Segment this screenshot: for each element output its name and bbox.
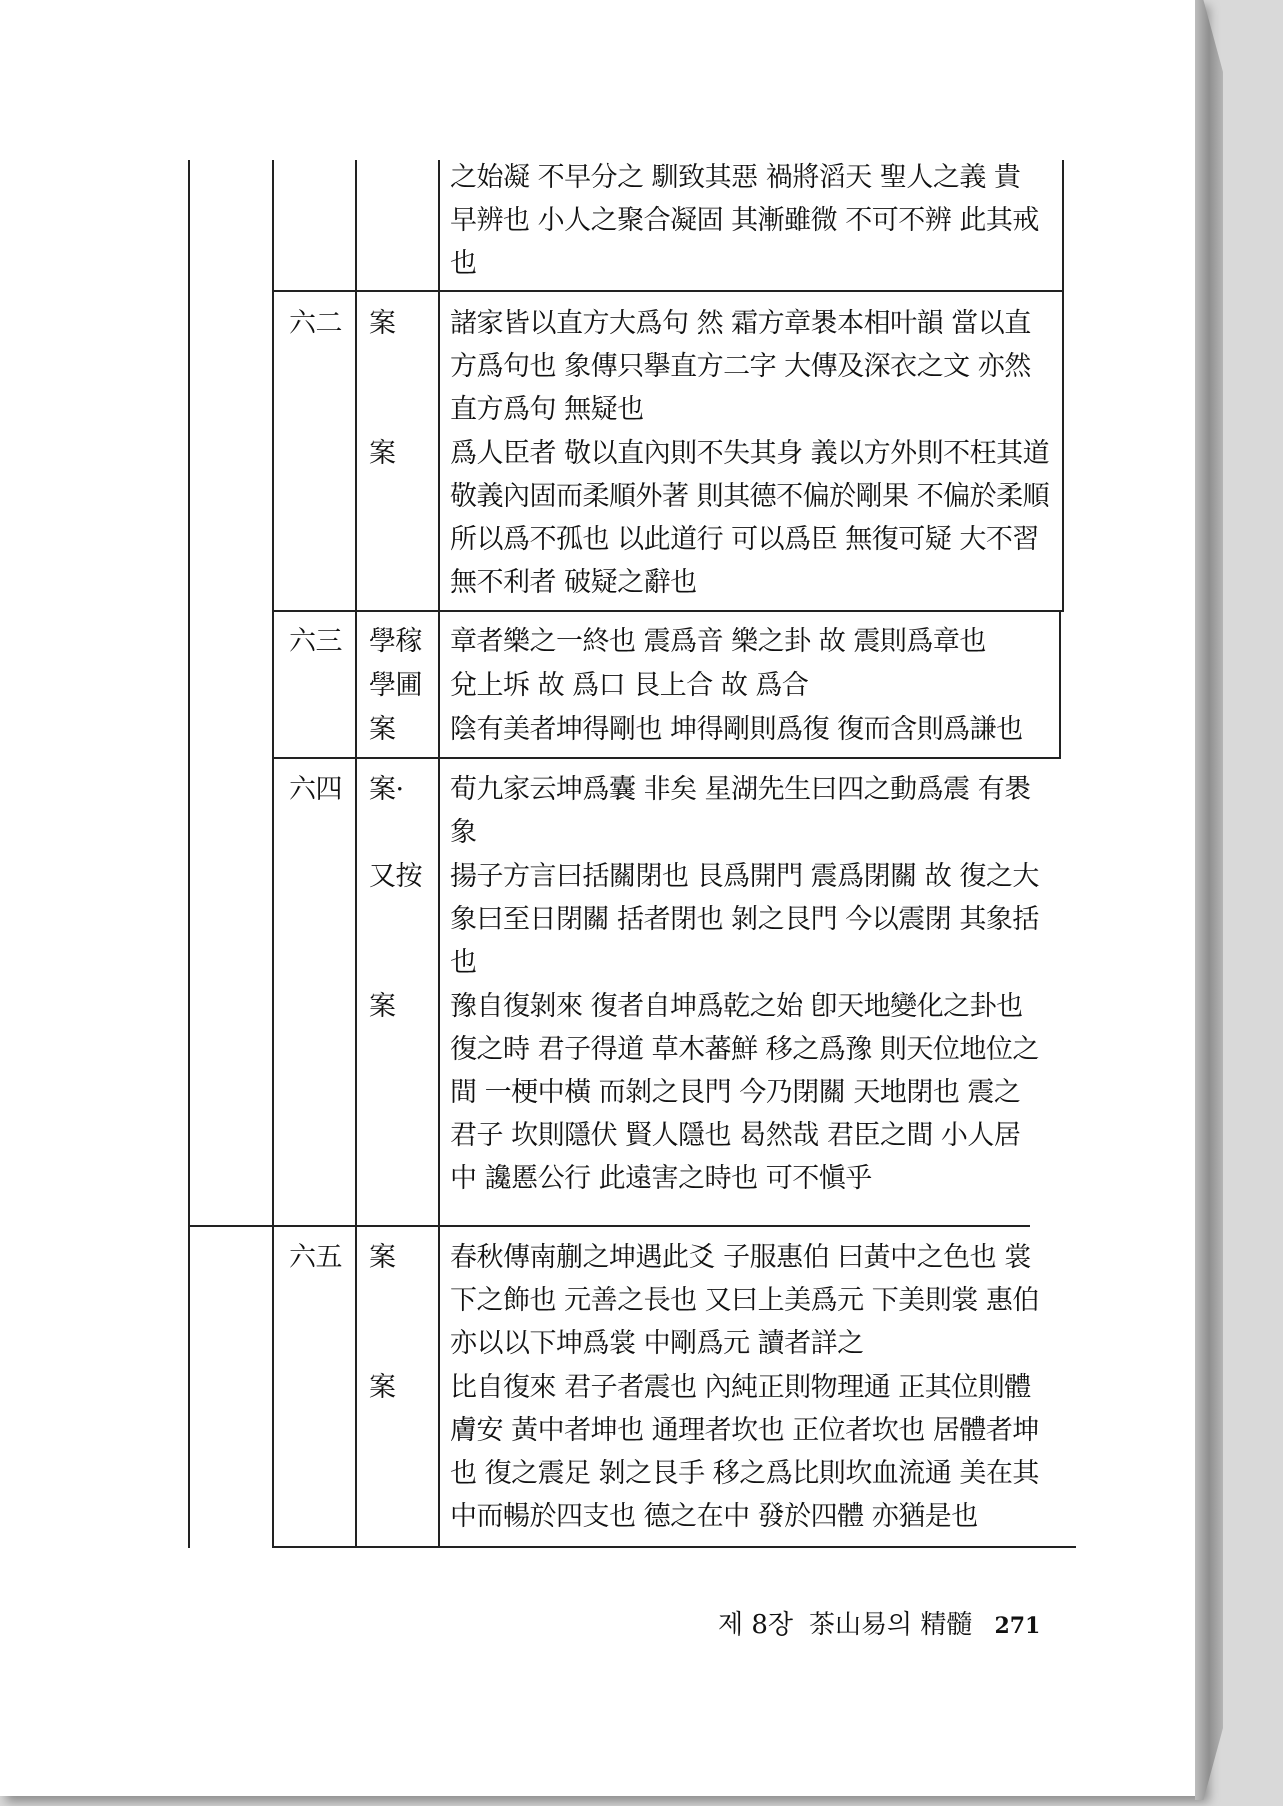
commentary-line: 早辨也 小人之聚合凝固 其漸雖微 不可不辨 此其戒 — [450, 205, 1039, 236]
entry-label: 又按 — [369, 861, 422, 892]
commentary-line: 諸家皆以直方大爲句 然 霜方章褁本相叶韻 當以直 — [450, 308, 1031, 339]
commentary-line: 陰有美者坤得剛也 坤得剛則爲復 復而含則爲謙也 — [450, 714, 1023, 745]
commentary-line: 所以爲不孤也 以此道行 可以爲臣 無復可疑 大不習 — [450, 524, 1039, 555]
chapter-label: 제 8장 — [718, 1610, 794, 1640]
table-left-border — [272, 160, 274, 1548]
entry-label: 案· — [369, 774, 404, 805]
commentary-line: 方爲句也 象傳只擧直方二字 大傳及深衣之文 亦然 — [450, 351, 1031, 382]
entry-label: 學圃 — [369, 670, 422, 701]
commentary-line: 揚子方言曰括關閉也 艮爲開門 震爲閉關 故 復之大 — [450, 861, 1039, 892]
commentary-line: 敬義內固而柔順外著 則其德不偏於剛果 不偏於柔順 — [450, 481, 1050, 512]
commentary-line: 之始凝 不早分之 馴致其惡 禍將滔天 聖人之義 貴 — [450, 162, 1021, 193]
table-right-border-upper — [1062, 160, 1064, 612]
row-divider — [272, 757, 1061, 759]
commentary-line: 兌上坼 故 爲口 艮上合 故 爲合 — [450, 670, 809, 701]
commentary-line: 下之飾也 元善之長也 又曰上美爲元 下美則裳 惠伯 — [450, 1285, 1039, 1316]
commentary-line: 象曰至日閉關 括者閉也 剝之艮門 今以震閉 其象括 — [450, 904, 1039, 935]
commentary-line: 章者樂之一終也 震爲音 樂之卦 故 震則爲章也 — [450, 626, 986, 657]
commentary-line: 春秋傳南蒯之坤遇此爻 子服惠伯 曰黃中之色也 裳 — [450, 1242, 1031, 1273]
page-edge-shadow — [1195, 0, 1223, 1800]
commentary-line: 復之時 君子得道 草木蕃鮮 移之爲豫 則天位地位之 — [450, 1034, 1039, 1065]
entry-label: 案 — [369, 714, 396, 745]
page-footer — [718, 1604, 1040, 1641]
line-label: 六三 — [289, 626, 342, 657]
line-label: 六五 — [289, 1242, 342, 1273]
commentary-line: 間 一梗中橫 而剝之艮門 今乃閉關 天地閉也 震之 — [450, 1077, 1021, 1108]
commentary-line: 也 復之震足 剝之艮手 移之爲比則坎血流通 美在其 — [450, 1458, 1039, 1489]
commentary-line: 直方爲句 無疑也 — [450, 394, 644, 425]
line-label: 六二 — [289, 308, 342, 339]
commentary-line: 中而暢於四支也 德之在中 發於四體 亦猶是也 — [450, 1501, 978, 1532]
row-divider — [272, 290, 1063, 292]
table-bottom-border — [272, 1546, 1076, 1548]
page-margin-rule — [188, 160, 190, 1548]
commentary-line: 無不利者 破疑之辭也 — [450, 567, 697, 598]
commentary-line: 象 — [450, 817, 477, 848]
commentary-line: 比自復來 君子者震也 內純正則物理通 正其位則體 — [450, 1372, 1031, 1403]
table-column-divider-1 — [355, 160, 357, 1548]
line-label: 六四 — [289, 774, 342, 805]
row-divider — [188, 1225, 1030, 1227]
commentary-line: 中 讒慝公行 此遠害之時也 可不愼乎 — [450, 1163, 872, 1194]
entry-label: 案 — [369, 308, 396, 339]
page-number: 271 — [994, 1613, 1041, 1639]
table-column-divider-2 — [438, 160, 440, 1548]
commentary-line: 膚安 黃中者坤也 通理者坎也 正位者坎也 居體者坤 — [450, 1415, 1039, 1446]
commentary-line: 也 — [450, 248, 477, 279]
row-divider — [272, 610, 1063, 612]
table-right-border-middle — [1059, 612, 1061, 759]
chapter-title: 茶山易의 精髓 — [809, 1610, 973, 1640]
entry-label: 案 — [369, 1372, 396, 1403]
commentary-line: 豫自復剝來 復者自坤爲乾之始 卽天地變化之卦也 — [450, 991, 1023, 1022]
entry-label: 案 — [369, 991, 396, 1022]
entry-label: 案 — [369, 438, 396, 469]
commentary-line: 亦以以下坤爲裳 中剛爲元 讀者詳之 — [450, 1328, 864, 1359]
entry-label: 學稼 — [369, 626, 422, 657]
commentary-line: 荀九家云坤爲囊 非矣 星湖先生曰四之動爲震 有褁 — [450, 774, 1031, 805]
commentary-line: 爲人臣者 敬以直內則不失其身 義以方外則不枉其道 — [450, 438, 1050, 469]
commentary-line: 君子 坎則隱伏 賢人隱也 曷然哉 君臣之間 小人居 — [450, 1120, 1021, 1151]
entry-label: 案 — [369, 1242, 396, 1273]
commentary-line: 也 — [450, 947, 477, 978]
